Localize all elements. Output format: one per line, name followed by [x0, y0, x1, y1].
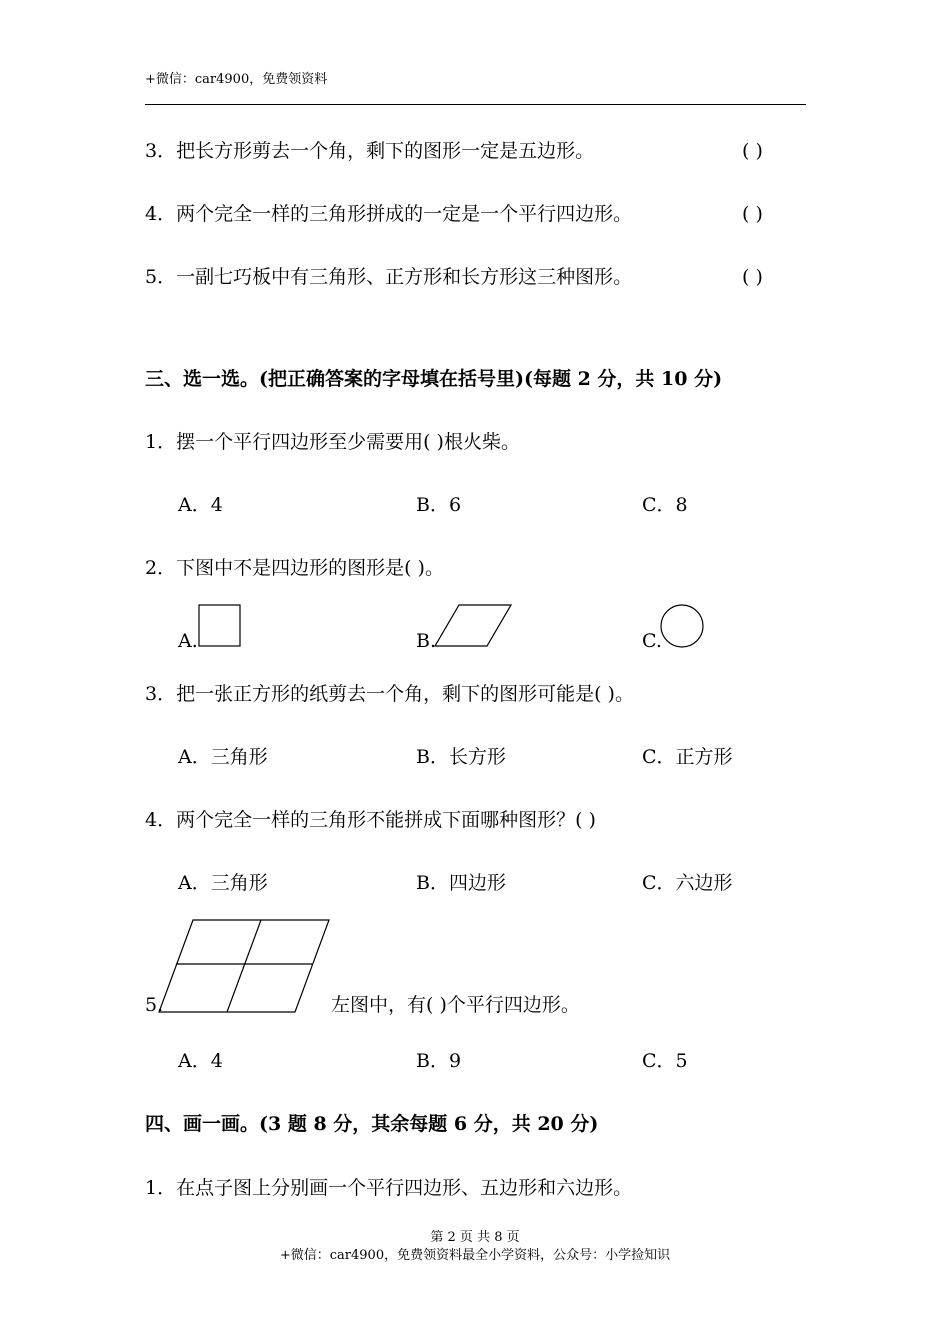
judge-question-5: 5．一副七巧板中有三角形、正方形和长方形这三种图形。 — [145, 266, 633, 288]
choice-question-4: 4．两个完全一样的三角形不能拼成下面哪种图形？( ) — [145, 809, 596, 831]
parallelogram-figure — [433, 604, 515, 650]
square-figure — [198, 604, 242, 648]
circle-figure — [658, 603, 708, 653]
judge-answer-bracket-3: ( ) — [742, 140, 763, 162]
parallelogram-grid-figure — [155, 918, 335, 1016]
q3-option-a: A．三角形 — [178, 746, 268, 768]
q3-option-b: B．长方形 — [416, 746, 506, 768]
q5-option-c: C．5 — [642, 1050, 688, 1072]
footer-note: +微信：car4900，免费领资料最全小学资料，公众号：小学捡知识 — [279, 1248, 671, 1263]
choice-question-1: 1．摆一个平行四边形至少需要用( )根火柴。 — [145, 431, 520, 453]
page-number: 第 2 页 共 8 页 — [430, 1230, 520, 1245]
judge-question-3: 3．把长方形剪去一个角，剩下的图形一定是五边形。 — [145, 140, 595, 162]
q2-option-b: B. — [416, 630, 437, 652]
q1-option-a: A．4 — [178, 494, 223, 516]
section-3-title: 三、选一选。(把正确答案的字母填在括号里)(每题 2 分，共 10 分) — [145, 368, 723, 390]
q4-option-c: C．六边形 — [642, 872, 733, 894]
q4-option-a: A．三角形 — [178, 872, 268, 894]
header-rule — [145, 104, 806, 105]
choice-question-5: 左图中，有( )个平行四边形。 — [331, 994, 580, 1016]
q2-option-a: A. — [178, 630, 198, 652]
judge-question-4: 4．两个完全一样的三角形拼成的一定是一个平行四边形。 — [145, 203, 633, 225]
choice-question-3: 3．把一张正方形的纸剪去一个角，剩下的图形可能是( )。 — [145, 683, 634, 705]
drawing-question-1: 1．在点子图上分别画一个平行四边形、五边形和六边形。 — [145, 1177, 633, 1199]
judge-answer-bracket-5: ( ) — [742, 266, 763, 288]
q4-option-b: B．四边形 — [416, 872, 506, 894]
header-note: +微信：car4900，免费领资料 — [145, 72, 328, 87]
judge-answer-bracket-4: ( ) — [742, 203, 763, 225]
q1-option-c: C．8 — [642, 494, 688, 516]
choice-question-2: 2．下图中不是四边形的图形是( )。 — [145, 557, 444, 579]
q2-option-c: C. — [642, 630, 662, 652]
section-4-title: 四、画一画。(3 题 8 分，其余每题 6 分，共 20 分) — [145, 1113, 599, 1135]
q3-option-c: C．正方形 — [642, 746, 733, 768]
choice-question-5-number: 5. — [145, 994, 164, 1016]
q5-option-b: B．9 — [416, 1050, 462, 1072]
q5-option-a: A．4 — [178, 1050, 223, 1072]
q1-option-b: B．6 — [416, 494, 462, 516]
